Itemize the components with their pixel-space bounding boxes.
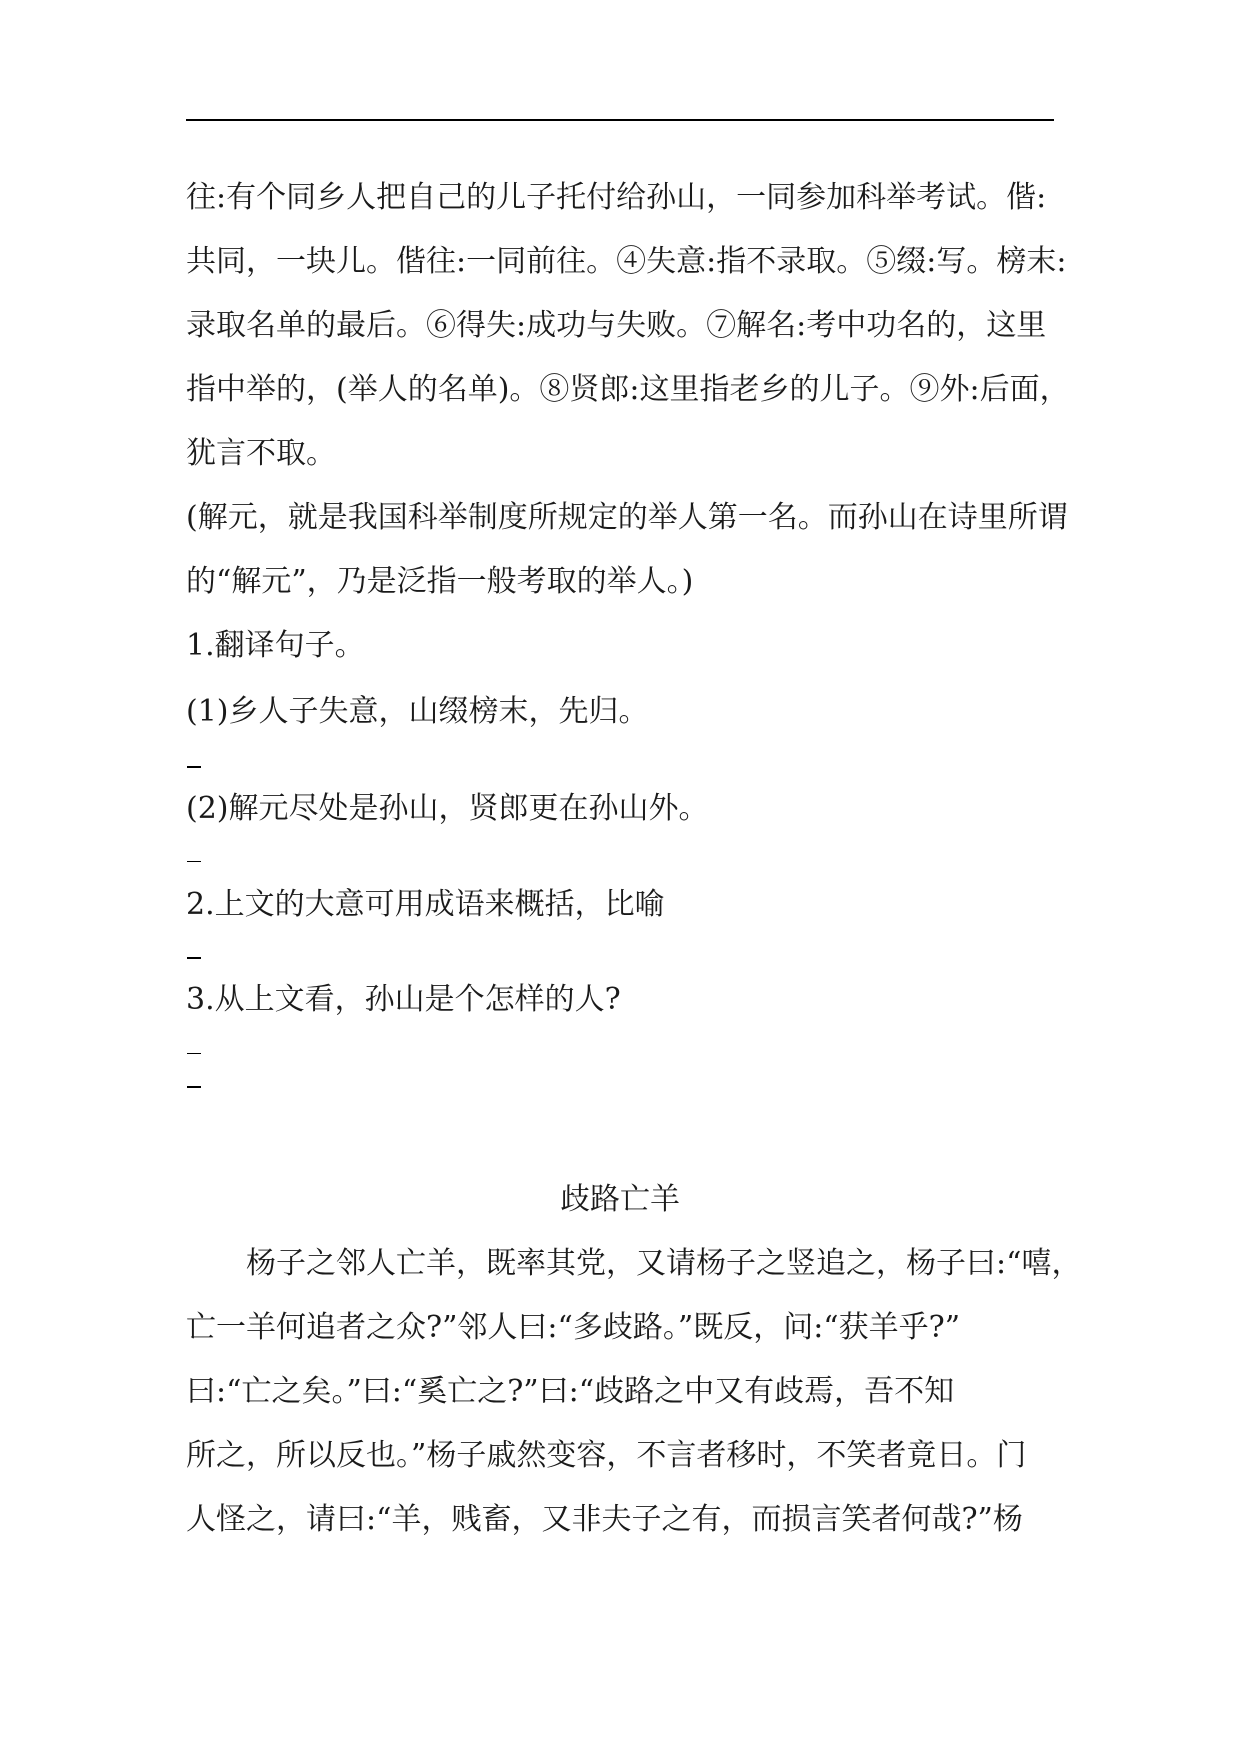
question-1-2-text: (2)解元尽处是孙山，贤郎更在孙山外。	[186, 791, 709, 826]
story-line: 曰:“亡之矣。”曰:“奚亡之?”曰:“歧路之中又有歧焉，吾不知	[186, 1374, 955, 1409]
notes-line: 录取名单的最后。⑥得失:成功与失败。⑦解名:考中功名的，这里	[186, 308, 1047, 343]
notes-line: 往:有个同乡人把自己的儿子托付给孙山，一同参加科举考试。偕:	[186, 180, 1047, 215]
explanation-line: 的“解元”，乃是泛指一般考取的举人。)	[186, 564, 694, 599]
question-1-text: 1.翻译句子。	[186, 628, 365, 663]
answer-blank[interactable]	[187, 766, 201, 768]
question-1-1	[186, 680, 1066, 744]
story-line: 亡一羊何追者之众?”邻人曰:“多歧路。”既反，问:“获羊乎?”	[186, 1310, 961, 1345]
answer-blank[interactable]	[187, 861, 201, 862]
question-2	[186, 873, 1066, 937]
header-rule	[186, 119, 1054, 121]
answer-blank[interactable]	[187, 1053, 201, 1054]
notes-line: 指中举的，(举人的名单)。⑧贤郎:这里指老乡的儿子。⑨外:后面，	[186, 372, 1070, 407]
question-1	[186, 614, 1066, 678]
explanation-line: (解元，就是我国科举制度所规定的举人第一名。而孙山在诗里所谓	[186, 500, 1068, 535]
question-1-2	[186, 777, 1066, 841]
notes-block	[186, 166, 1070, 486]
answer-blank[interactable]	[187, 1086, 201, 1088]
notes-line: 犹言不取。	[186, 436, 336, 471]
question-3	[186, 968, 1066, 1032]
story-title: 歧路亡羊	[560, 1182, 680, 1217]
story-text	[186, 1232, 1082, 1552]
notes-line: 共同，一块儿。偕往:一同前往。④失意:指不录取。⑤缀:写。榜末:	[186, 244, 1067, 279]
explanation-block	[186, 486, 1066, 614]
question-3-text: 3.从上文看，孙山是个怎样的人?	[186, 982, 621, 1017]
story-line: 人怪之，请曰:“羊，贱畜，又非夫子之有，而损言笑者何哉?”杨	[186, 1502, 1023, 1537]
answer-blank[interactable]	[187, 957, 201, 959]
question-1-1-text: (1)乡人子失意，山缀榜末，先归。	[186, 694, 649, 729]
story-line: 杨子之邻人亡羊，既率其党，又请杨子之竖追之，杨子曰:“嘻，	[246, 1246, 1082, 1281]
story-line: 所之，所以反也。”杨子戚然变容，不言者移时，不笑者竟日。门	[186, 1438, 1027, 1473]
question-2-text: 2.上文的大意可用成语来概括，比喻	[186, 887, 665, 922]
